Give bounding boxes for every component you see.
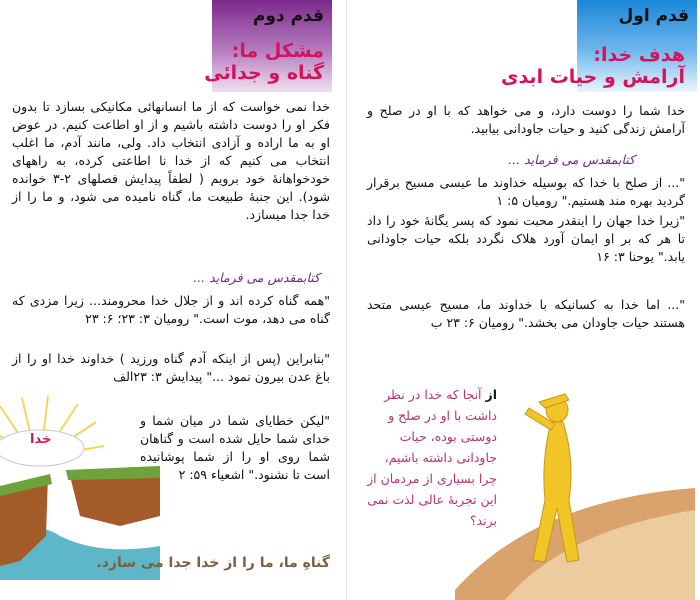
- step-one-title-line2: آرامش و حیات ابدی: [501, 66, 685, 88]
- step-one-intro: خدا شما را دوست دارد، و می خواهد که با او در صلح و آرامش زندگی کنید و حیات جاودانی بیابید.: [367, 103, 685, 136]
- step-one-bible-header: کتابمقدس می فرماید ...: [508, 152, 635, 167]
- step-two-conclusion: گناهِ ما، ما را از خدا جدا می سازد.: [96, 555, 330, 571]
- verse-reference: اشعیاء ۵۹: ۲: [178, 467, 245, 482]
- verse-reference: رومیان ۶: ۲۳ ب: [430, 315, 515, 330]
- step-one-question: [367, 384, 497, 531]
- step-two-verse-1: [12, 292, 330, 328]
- step-one-verse-2: [367, 212, 685, 266]
- page-divider: [346, 0, 347, 600]
- verse-text: "... از صلح با خدا که بوسیله خداوند ما عیسی مسیح برقرار گردید بهره مند هستیم.": [367, 175, 685, 208]
- step-one-verse-1: [367, 174, 685, 210]
- step-two-bible-header: کتابمقدس می فرماید ...: [193, 270, 320, 285]
- verse-reference: پیدایش ۳: ۲۳الف: [113, 369, 203, 384]
- step-two-title: [204, 40, 324, 84]
- verse-text: "همه گناه کرده اند و از جلال خدا محرومند... زیرا مزدی که گناه می دهد، موت است.": [12, 293, 330, 326]
- verse-text: "بنابراین (پس از اینکه آدم گناه ورزید ) خداوند خدا او را از باغ عدن بیرون نمود ...": [12, 351, 330, 384]
- step-two-title-line1: مشکل ما:: [231, 40, 324, 62]
- verse-text: "... اما خدا به کسانیکه با خداوند ما، مسیح عیسی متحد هستند حیات جاودان می بخشد.": [367, 297, 685, 330]
- verse-text: "زیرا خدا جهان را اینقدر محبت نمود که پسر یگانهٔ خود را داد تا هر که بر او ایمان آورد هلاک نگردد بلکه حیات جاودانی یابد.": [367, 213, 685, 264]
- question-first-word: از: [485, 387, 497, 402]
- step-one-verse-3: [367, 296, 685, 332]
- question-text: آنجا که خدا در نظر داشت با او در صلح و دوستی بوده، حیات جاودانی داشته باشیم، چرا بسیاری از مردمان از این تجربهٔ عالی لذت نمی برند؟: [367, 387, 497, 528]
- verse-text: "لیکن خطایای شما در میان شما و خدای شما حایل شده است و گناهان شما روی او را از شما پوشانیده است تا نشنود.": [140, 413, 330, 482]
- step-two-title-line2: گناه و جدائی: [204, 62, 324, 84]
- step-two-verse-2: [12, 350, 330, 386]
- verse-reference: رومیان ۳: ۲۳؛ ۶: ۲۳: [85, 311, 190, 326]
- step-two-intro: خدا نمی خواست که از ما انسانهائی مکانیکی بسازد تا بدون فکر او را دوست داشته باشیم و از او اطاعت کنیم. در عوض او به ما اراده و آزادی انتخاب داد. ولی، مانند آدم، ما اغلب انتخاب می کنیم که از خدا نا اطاعتی کرده، به راههای خودخواهانهٔ خود برویم ( لطفاً پیدایش فصلهای ۲-۳ خوانده شود). این جنبهٔ طبیعت ما، گناه نامیده می شود، و ما را از خدا جدا میسازد.: [12, 99, 330, 222]
- step-two-panel: [0, 0, 340, 600]
- step-one-title: [501, 44, 685, 88]
- verse-reference: رومیان ۵: ۱: [496, 193, 558, 208]
- right-cliff-grass-icon: [66, 466, 160, 480]
- right-cliff-icon: [70, 474, 160, 526]
- step-two-label: قدم دوم: [252, 6, 324, 26]
- step-two-header: [204, 0, 332, 92]
- step-two-verse-3: [140, 412, 330, 484]
- separation-illustration: [0, 396, 160, 580]
- step-one-panel: [355, 0, 695, 600]
- god-label: خدا: [30, 432, 52, 447]
- step-one-label: قدم اول: [618, 6, 689, 26]
- verse-reference: یوحنا ۳: ۱۶: [596, 249, 654, 264]
- step-one-title-line1: هدف خدا:: [593, 44, 685, 66]
